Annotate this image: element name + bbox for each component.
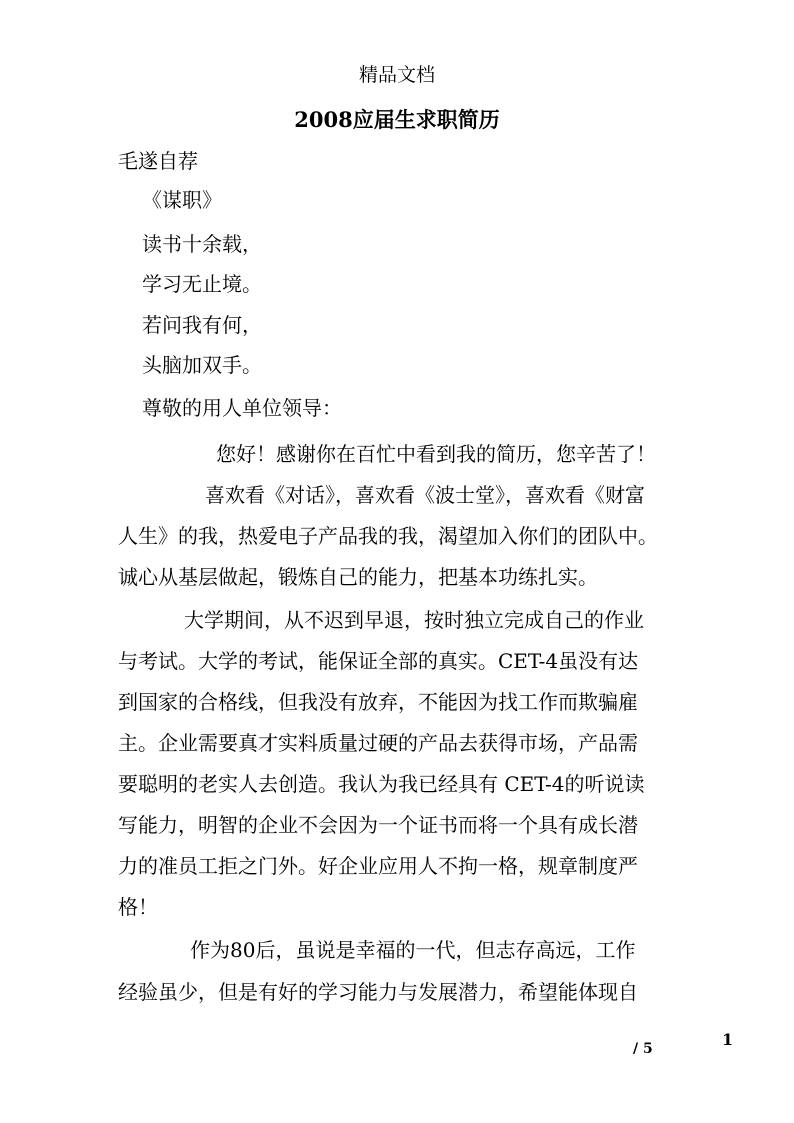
author-line: 毛遂自荐 [118,149,198,173]
poem-line: 头脑加双手。 [142,353,262,377]
poem-title: 《谋职》 [142,188,222,212]
page-footer: / 5 [633,1041,653,1057]
body-line: 格！ [118,895,158,919]
body-line: 力的准员工拒之门外。好企业应用人不拘一格，规章制度严 [118,854,638,878]
salutation: 尊敬的用人单位领导： [142,396,342,420]
body-line: 写能力，明智的企业不会因为一个证书而将一个具有成长潜 [118,813,638,837]
body-line: 人生》的我，热爱电子产品我的我，渴望加入你们的团队中。 [118,524,658,548]
poem-line: 读书十余载， [142,232,262,256]
page-number: 1 [722,1030,734,1049]
poem-line: 学习无止境。 [142,272,262,296]
body-line: 要聪明的老实人去创造。我认为我已经具有 CET-4的听说读 [118,772,645,796]
body-line: 与考试。大学的考试，能保证全部的真实。CET-4虽没有达 [118,649,639,673]
body-line: 到国家的合格线，但我没有放弃，不能因为找工作而欺骗雇 [118,690,638,714]
body-line: 喜欢看《对话》，喜欢看《波士堂》，喜欢看《财富 [205,483,645,507]
body-line: 经验虽少，但是有好的学习能力与发展潜力，希望能体现自 [118,980,638,1004]
document-title: 2008应届生求职简历 [294,107,500,132]
body-line: 主。企业需要真才实料质量过硬的产品去获得市场，产品需 [118,731,638,755]
body-line: 诚心从基层做起，锻炼自己的能力，把基本功练扎实。 [118,565,598,589]
body-line: 大学期间，从不迟到早退，按时独立完成自己的作业 [184,608,644,632]
body-line: 作为80后，虽说是幸福的一代，但志存高远，工作 [190,938,636,962]
body-line: 您好！感谢你在百忙中看到我的简历，您辛苦了！ [216,442,656,466]
poem-line: 若问我有何， [142,313,262,337]
document-header: 精品文档 [358,64,435,86]
